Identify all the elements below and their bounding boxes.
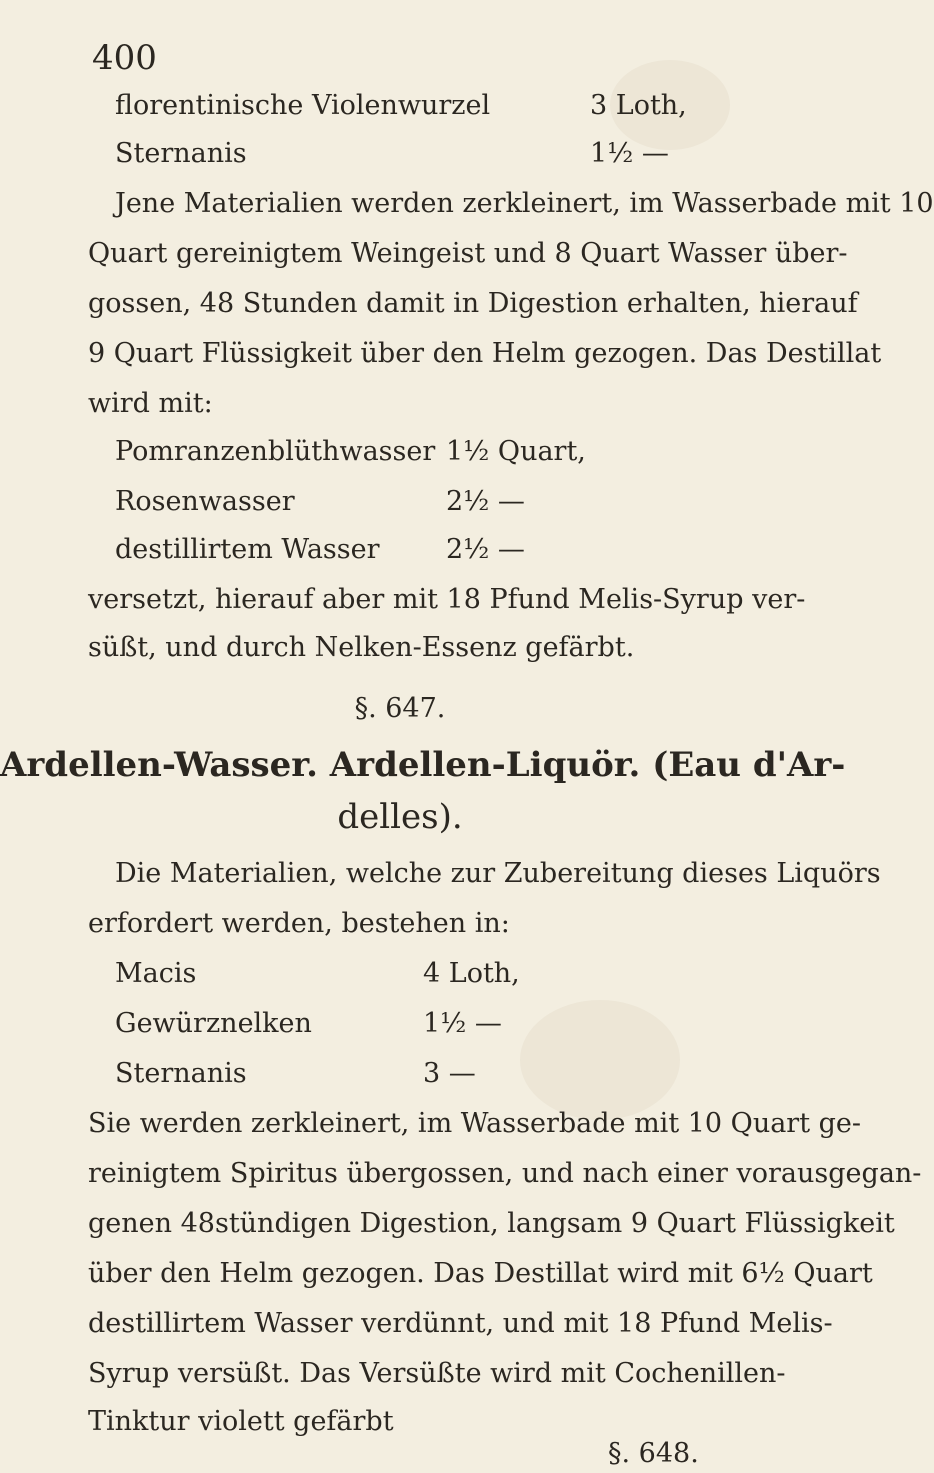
text-line: genen 48stündigen Digestion, langsam 9 Quart Flüssigkeit	[88, 1208, 895, 1239]
ingredient-qty: 4 Loth,	[423, 958, 520, 989]
ingredient-qty: 3 Loth,	[590, 90, 687, 121]
text-line: Quart gereinigtem Weingeist und 8 Quart Wasser über-	[88, 238, 848, 269]
next-section-catchword: §. 648.	[608, 1438, 699, 1469]
ingredient-qty: 1½ —	[590, 138, 669, 169]
text-line: gossen, 48 Stunden damit in Digestion erhalten, hierauf	[88, 288, 858, 319]
text-line: Sie werden zerkleinert, im Wasserbade mit 10 Quart ge-	[88, 1108, 862, 1139]
text-line: destillirtem Wasser verdünnt, und mit 18 Pfund Melis-	[88, 1308, 833, 1339]
text-line: Syrup versüßt. Das Versüßte wird mit Cochenillen-	[88, 1358, 786, 1389]
ingredient-qty: 3 —	[423, 1058, 476, 1089]
ingredient-name: Sternanis	[115, 1058, 247, 1089]
text-line: über den Helm gezogen. Das Destillat wird mit 6½ Quart	[88, 1258, 873, 1289]
ingredient-name: Macis	[115, 958, 197, 989]
addition-name: Pomranzenblüthwasser	[115, 436, 436, 467]
addition-qty: 1½ Quart,	[446, 436, 586, 467]
text-line: reinigtem Spiritus übergossen, und nach einer vorausgegan-	[88, 1158, 922, 1189]
text-line: Jene Materialien werden zerkleinert, im Wasserbade mit 10	[115, 188, 934, 219]
text-line: 9 Quart Flüssigkeit über den Helm gezogen. Das Destillat	[88, 338, 882, 369]
section-title: Ardellen-Wasser. Ardellen-Liquör. (Eau d'Ar-	[0, 745, 846, 785]
ingredient-qty: 1½ —	[423, 1008, 502, 1039]
ingredient-name: Sternanis	[115, 138, 247, 169]
ingredient-name: Gewürznelken	[115, 1008, 312, 1039]
text-line: versetzt, hierauf aber mit 18 Pfund Melis-Syrup ver-	[88, 584, 806, 615]
ingredient-name: florentinische Violenwurzel	[115, 90, 491, 121]
text-line: erfordert werden, bestehen in:	[88, 908, 510, 939]
page-number: 400	[92, 38, 157, 78]
text-line: süßt, und durch Nelken-Essenz gefärbt.	[88, 632, 635, 663]
text-line: wird mit:	[88, 388, 213, 419]
text-line: Die Materialien, welche zur Zubereitung dieses Liquörs	[115, 858, 881, 889]
addition-qty: 2½ —	[446, 486, 525, 517]
section-title-continued: delles).	[337, 797, 463, 837]
addition-name: destillirtem Wasser	[115, 534, 380, 565]
addition-name: Rosenwasser	[115, 486, 295, 517]
addition-qty: 2½ —	[446, 534, 525, 565]
text-line: Tinktur violett gefärbt	[88, 1406, 394, 1437]
section-number: §. 647.	[354, 693, 446, 724]
paper-stain	[520, 1000, 680, 1120]
